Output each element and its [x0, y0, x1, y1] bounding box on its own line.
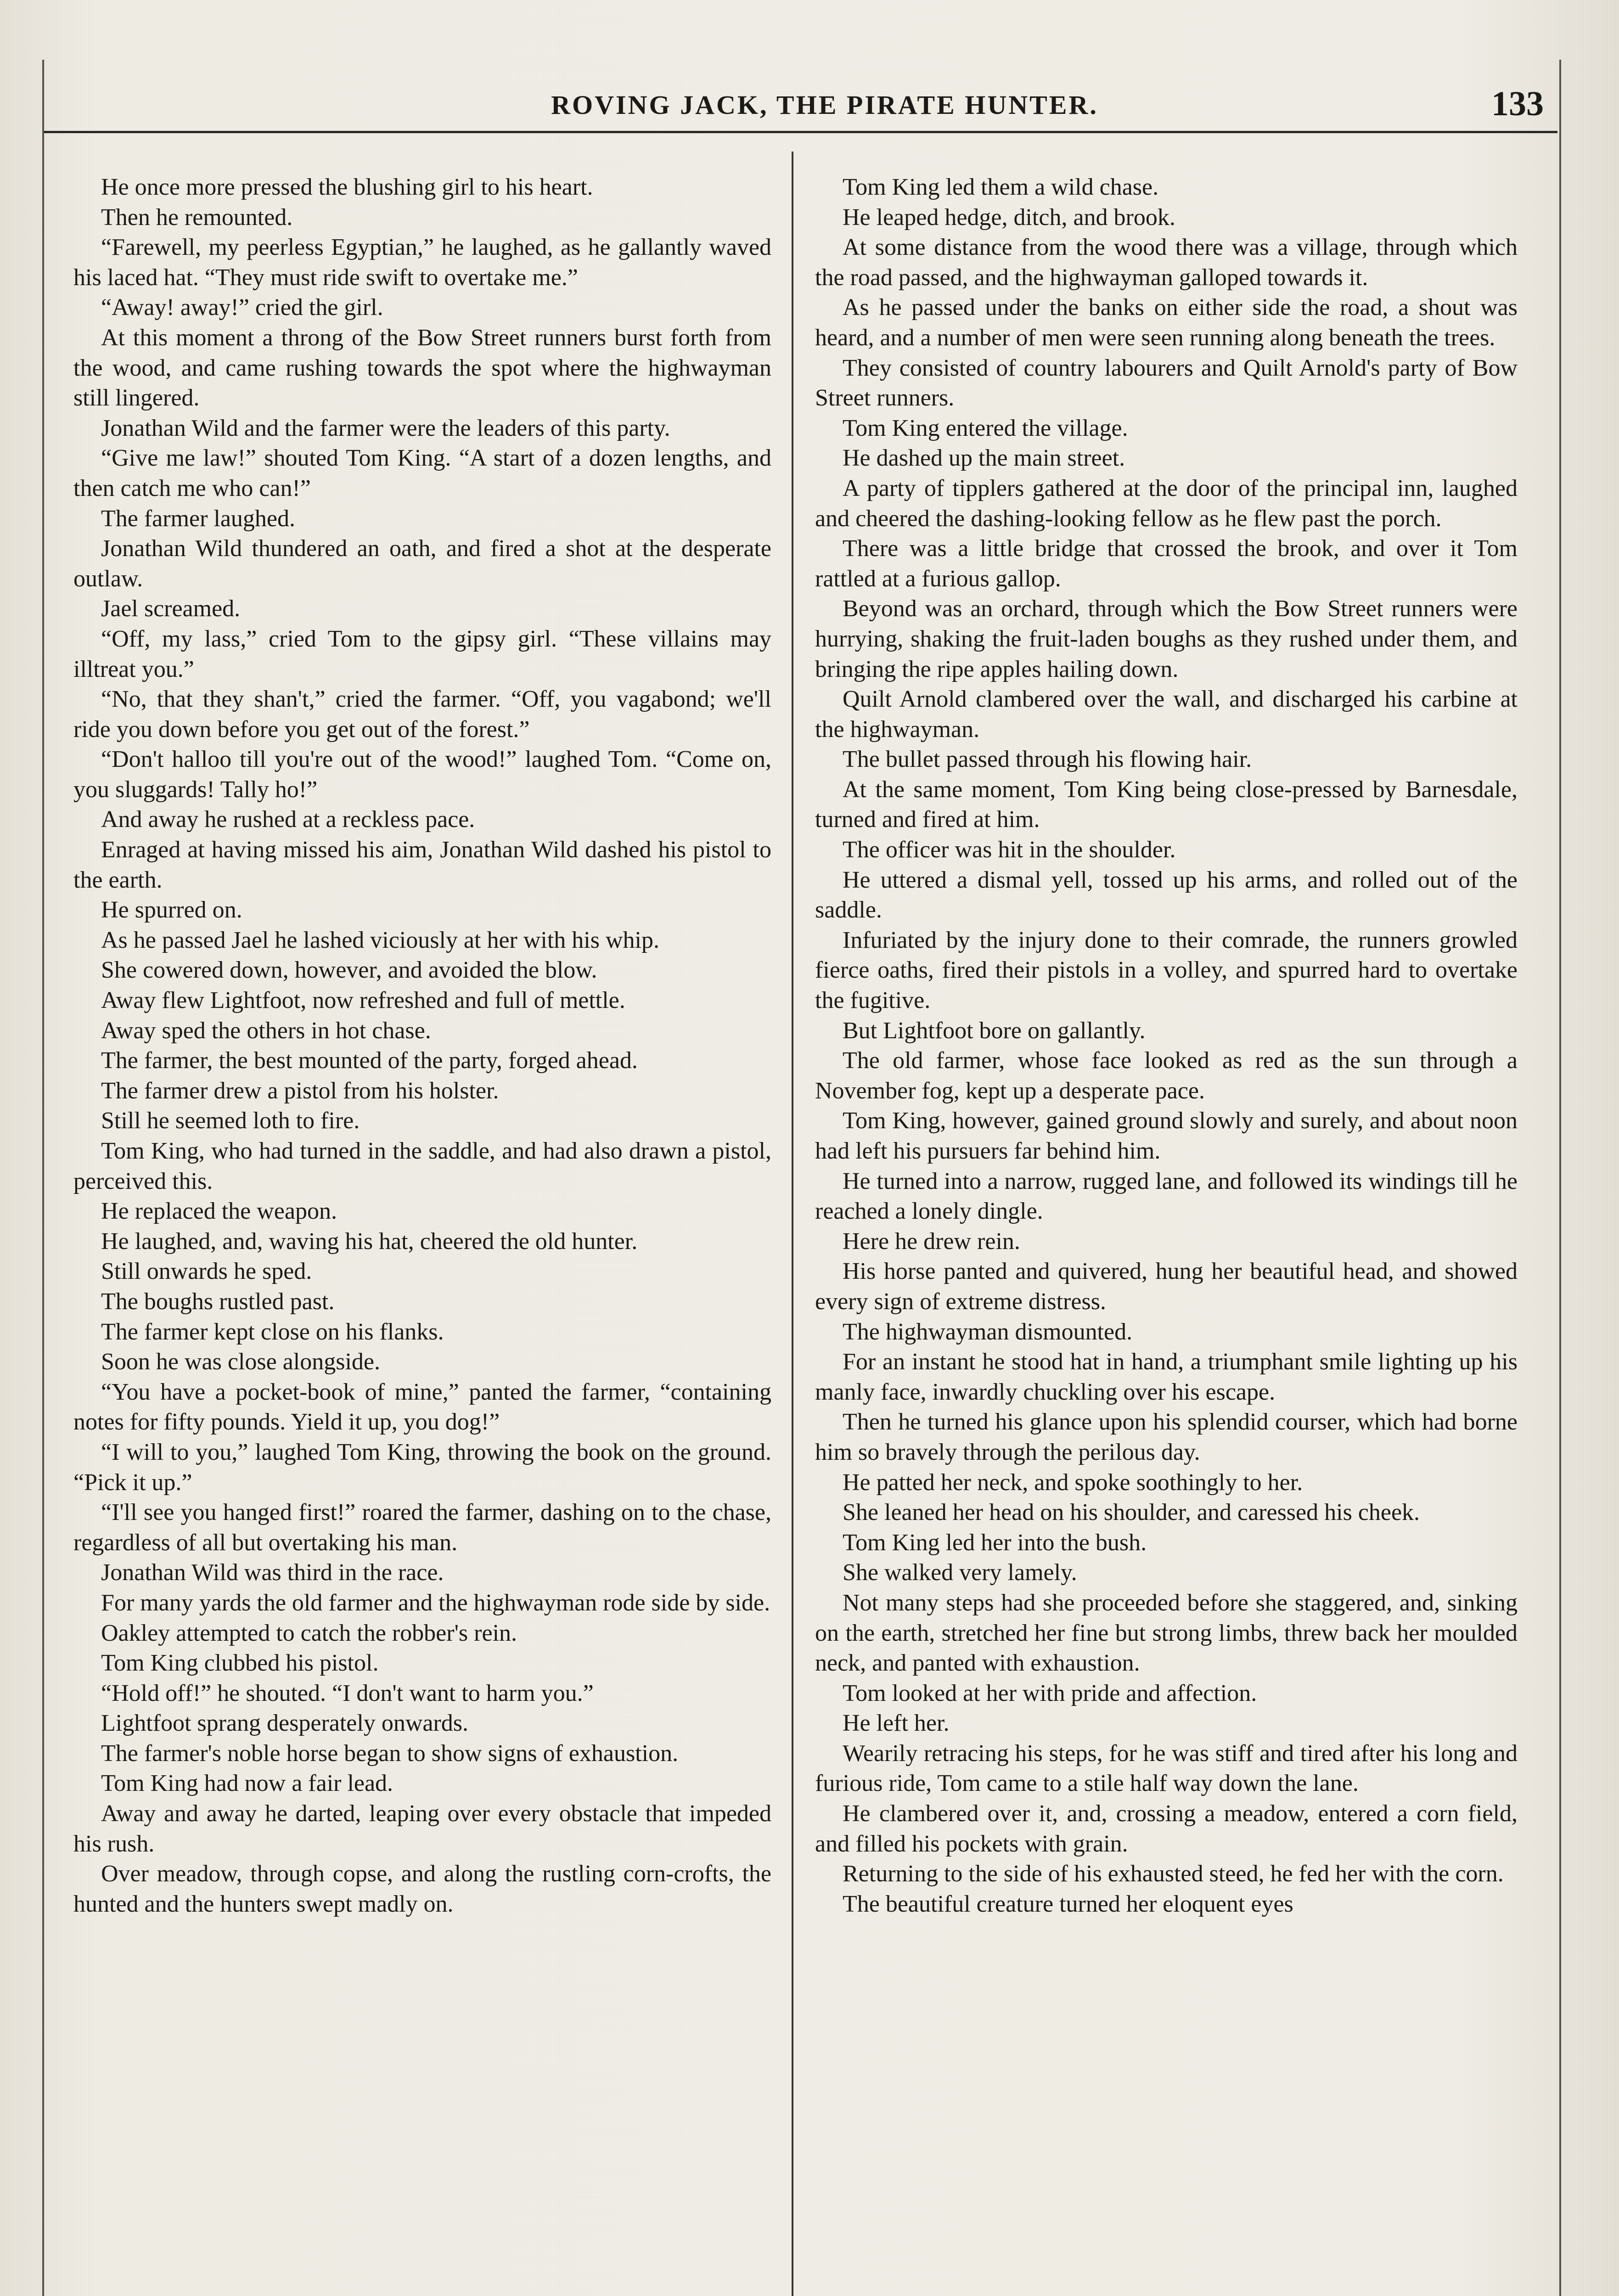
- paragraph: Away and away he darted, leaping over every obstacle that impeded his rush.: [73, 1801, 771, 1857]
- paragraph: But Lightfoot bore on gallantly.: [843, 1017, 1146, 1044]
- paragraph: Wearily retracing his steps, for he was stiff and tired after his long and furious ride, Tom came to a stile half way down the lane.: [815, 1740, 1518, 1797]
- paragraph: And away he rushed at a reckless pace.: [101, 806, 475, 833]
- paragraph: She walked very lamely.: [843, 1559, 1077, 1586]
- paragraph: The farmer's noble horse began to show signs of exhaustion.: [101, 1740, 679, 1767]
- paragraph: He replaced the weapon.: [101, 1198, 337, 1225]
- paragraph: He leaped hedge, ditch, and brook.: [843, 204, 1175, 231]
- paragraph: “Don't halloo till you're out of the wood!” laughed Tom. “Come on, you sluggards! Tally ho!”: [73, 746, 771, 803]
- paragraph: “Away! away!” cried the girl.: [101, 294, 383, 321]
- paragraph: There was a little bridge that crossed the brook, and over it Tom rattled at a furious gallop.: [815, 535, 1518, 592]
- paragraph: A party of tipplers gathered at the door of the principal inn, laughed and cheered the dashing-looking fellow as he flew past the porch.: [815, 475, 1518, 532]
- paragraph: As he passed under the banks on either side the road, a shout was heard, and a number of men were seen running along beneath the trees.: [815, 294, 1518, 351]
- left-column: [73, 172, 771, 1919]
- paragraph: Tom King led her into the bush.: [843, 1529, 1147, 1556]
- paragraph: Oakley attempted to catch the robber's rein.: [101, 1620, 517, 1646]
- paragraph: The farmer laughed.: [101, 505, 296, 532]
- paragraph: The farmer drew a pistol from his holster.: [101, 1077, 499, 1104]
- paragraph: At this moment a throng of the Bow Street runners burst forth from the wood, and came rushing towards the spot where the highwayman still lingered.: [73, 324, 771, 411]
- paragraph: For many yards the old farmer and the highwayman rode side by side.: [101, 1589, 770, 1616]
- paragraph: As he passed Jael he lashed viciously at her with his whip.: [101, 927, 659, 953]
- paragraph: They consisted of country labourers and Quilt Arnold's party of Bow Street runners.: [815, 355, 1518, 411]
- paragraph: The officer was hit in the shoulder.: [843, 837, 1176, 863]
- paragraph: Over meadow, through copse, and along the rustling corn-crofts, the hunted and the hunters swept madly on.: [73, 1861, 771, 1917]
- paragraph: Beyond was an orchard, through which the Bow Street runners were hurrying, shaking the fruit-laden boughs as they rushed under them, and bringing the ripe apples hailing down.: [815, 596, 1518, 682]
- paragraph: The bullet passed through his flowing hair.: [843, 746, 1252, 773]
- paragraph: His horse panted and quivered, hung her beautiful head, and showed every sign of extreme distress.: [815, 1258, 1518, 1315]
- page-header: [44, 80, 1557, 133]
- paragraph: Tom King had now a fair lead.: [101, 1770, 394, 1797]
- paragraph: She cowered down, however, and avoided the blow.: [101, 957, 597, 984]
- paragraph: Still onwards he sped.: [101, 1258, 312, 1285]
- paragraph: The farmer, the best mounted of the party, forged ahead.: [101, 1047, 638, 1074]
- paragraph: He laughed, and, waving his hat, cheered the old hunter.: [101, 1228, 638, 1255]
- paragraph: Enraged at having missed his aim, Jonathan Wild dashed his pistol to the earth.: [73, 837, 771, 893]
- paragraph: She leaned her head on his shoulder, and caressed his cheek.: [843, 1499, 1420, 1526]
- paragraph: Tom King, who had turned in the saddle, and had also drawn a pistol, perceived this.: [73, 1138, 771, 1194]
- paragraph: “I'll see you hanged first!” roared the farmer, dashing on to the chase, regardless of all but overtaking his man.: [73, 1499, 771, 1556]
- paragraph: Then he remounted.: [101, 204, 293, 231]
- paragraph: He spurred on.: [101, 897, 242, 923]
- paragraph: The boughs rustled past.: [101, 1288, 335, 1315]
- paragraph: The old farmer, whose face looked as red as the sun through a November fog, kept up a desperate pace.: [815, 1047, 1518, 1104]
- paragraph: He once more pressed the blushing girl to his heart.: [101, 174, 593, 200]
- paragraph: He left her.: [843, 1710, 950, 1737]
- paragraph: Away sped the others in hot chase.: [101, 1017, 431, 1044]
- paragraph: Tom King led them a wild chase.: [843, 174, 1159, 200]
- paragraph: “You have a pocket-book of mine,” panted the farmer, “containing notes for fifty pounds. Yield it up, you dog!”: [73, 1379, 771, 1435]
- paragraph: Lightfoot sprang desperately onwards.: [101, 1710, 469, 1737]
- right-column: [815, 172, 1518, 1919]
- column-divider: [792, 152, 793, 2296]
- paragraph: The farmer kept close on his flanks.: [101, 1318, 444, 1345]
- paragraph: “Give me law!” shouted Tom King. “A start of a dozen lengths, and then catch me who can!”: [73, 445, 771, 501]
- paragraph: Here he drew rein.: [843, 1228, 1020, 1255]
- paragraph: Tom King clubbed his pistol.: [101, 1650, 379, 1677]
- paragraph: The beautiful creature turned her eloquent eyes: [843, 1891, 1293, 1917]
- paragraph: He patted her neck, and spoke soothingly to her.: [843, 1469, 1303, 1496]
- page-number: 133: [1491, 84, 1544, 123]
- paragraph: At some distance from the wood there was a village, through which the road passed, and the highwayman galloped towards it.: [815, 234, 1518, 291]
- paragraph: Infuriated by the injury done to their comrade, the runners growled fierce oaths, fired their pistols in a volley, and spurred hard to overtake the fugitive.: [815, 927, 1518, 1014]
- paragraph: The highwayman dismounted.: [843, 1318, 1133, 1345]
- paragraph: Tom King, however, gained ground slowly and surely, and about noon had left his pursuers far behind him.: [815, 1108, 1518, 1164]
- paragraph: At the same moment, Tom King being close-pressed by Barnesdale, turned and fired at him.: [815, 776, 1518, 833]
- paragraph: “I will to you,” laughed Tom King, throwing the book on the ground. “Pick it up.”: [73, 1439, 771, 1496]
- paragraph: Quilt Arnold clambered over the wall, and discharged his carbine at the highwayman.: [815, 686, 1518, 743]
- paragraph: Then he turned his glance upon his splendid courser, which had borne him so bravely through the perilous day.: [815, 1409, 1518, 1465]
- paragraph: Returning to the side of his exhausted steed, he fed her with the corn.: [843, 1861, 1504, 1887]
- paragraph: Jonathan Wild thundered an oath, and fired a shot at the desperate outlaw.: [73, 535, 771, 592]
- paragraph: Jonathan Wild and the farmer were the leaders of this party.: [101, 415, 670, 441]
- paragraph: He turned into a narrow, rugged lane, and followed its windings till he reached a lonely dingle.: [815, 1168, 1518, 1225]
- paragraph: Not many steps had she proceeded before she staggered, and, sinking on the earth, stretched her fine but strong limbs, threw back her moulded neck, and panted with exhaustion.: [815, 1589, 1518, 1677]
- paragraph: “Hold off!” he shouted. “I don't want to harm you.”: [101, 1680, 594, 1706]
- paragraph: He dashed up the main street.: [843, 445, 1125, 472]
- paragraph: For an instant he stood hat in hand, a triumphant smile lighting up his manly face, inwardly chuckling over his escape.: [815, 1349, 1518, 1405]
- paragraph: He uttered a dismal yell, tossed up his arms, and rolled out of the saddle.: [815, 867, 1518, 923]
- paragraph: Soon he was close alongside.: [101, 1349, 381, 1375]
- running-title: ROVING JACK, THE PIRATE HUNTER.: [551, 90, 1098, 120]
- paragraph: “Farewell, my peerless Egyptian,” he laughed, as he gallantly waved his laced hat. “They must ride swift to overtake me.”: [73, 234, 771, 291]
- paragraph: Jael screamed.: [101, 596, 241, 622]
- paragraph: Tom looked at her with pride and affection.: [843, 1680, 1257, 1706]
- paragraph: He clambered over it, and, crossing a meadow, entered a corn field, and filled his pockets with grain.: [815, 1801, 1518, 1857]
- paragraph: Jonathan Wild was third in the race.: [101, 1559, 444, 1586]
- paragraph: “No, that they shan't,” cried the farmer. “Off, you vagabond; we'll ride you down before you get out of the forest.”: [73, 686, 771, 743]
- paragraph: Tom King entered the village.: [843, 415, 1128, 441]
- paragraph: Away flew Lightfoot, now refreshed and full of mettle.: [101, 987, 625, 1014]
- paragraph: Still he seemed loth to fire.: [101, 1108, 360, 1134]
- paragraph: “Off, my lass,” cried Tom to the gipsy girl. “These villains may illtreat you.”: [73, 625, 771, 682]
